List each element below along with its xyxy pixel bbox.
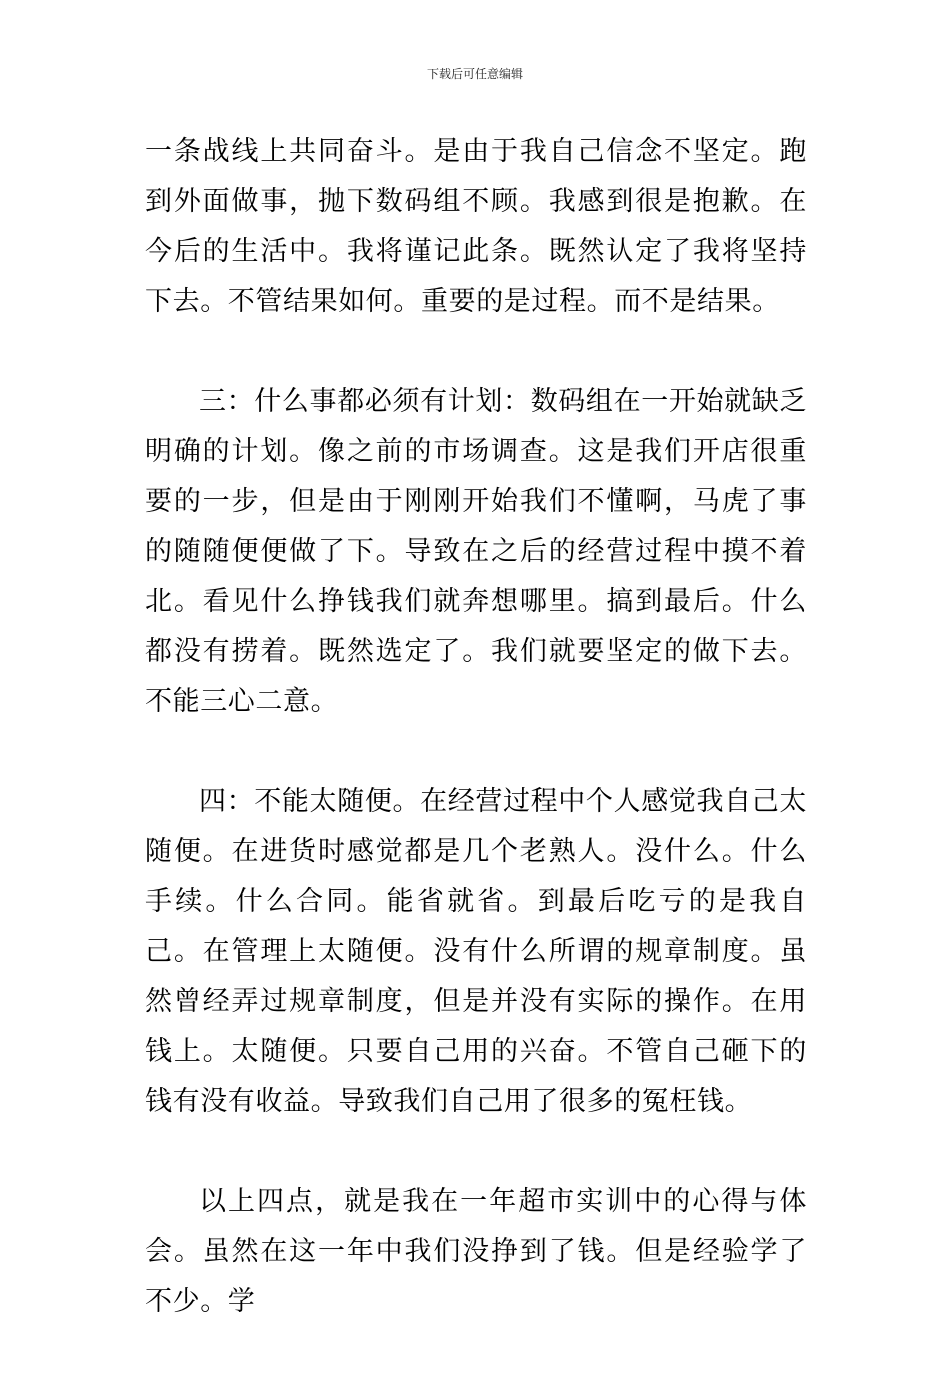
paragraph-continuation: 一条战线上共同奋斗。是由于我自己信念不坚定。跑到外面做事，抛下数码组不顾。我感到很是抱歉。在今后的生活中。我将谨记此条。既然认定了我将坚持下去。不管结果如何。重要的是过程。而不是结果。 [145, 136, 807, 317]
paragraph-summary: 以上四点，就是我在一年超市实训中的心得与体会。虽然在这一年中我们没挣到了钱。但是经验学了不少。学 [145, 1186, 807, 1317]
document-body [145, 127, 807, 1377]
paragraph-point-three: 三：什么事都必须有计划：数码组在一开始就缺乏明确的计划。像之前的市场调查。这是我们开店很重要的一步，但是由于刚刚开始我们不懂啊，马虎了事的随随便便做了下。导致在之后的经营过程中摸不着北。看见什么挣钱我们就奔想哪里。搞到最后。什么都没有捞着。既然选定了。我们就要坚定的做下去。不能三心二意。 [145, 386, 807, 717]
page-header-note: 下载后可任意编辑 [426, 67, 523, 81]
paragraph-point-four: 四：不能太随便。在经营过程中个人感觉我自己太随便。在进货时感觉都是几个老熟人。没什么。什么手续。什么合同。能省就省。到最后吃亏的是我自己。在管理上太随便。没有什么所谓的规章制度。虽然曾经弄过规章制度，但是并没有实际的操作。在用钱上。太随便。只要自己用的兴奋。不管自己砸下的钱有没有收益。导致我们自己用了很多的冤枉钱。 [145, 786, 807, 1117]
